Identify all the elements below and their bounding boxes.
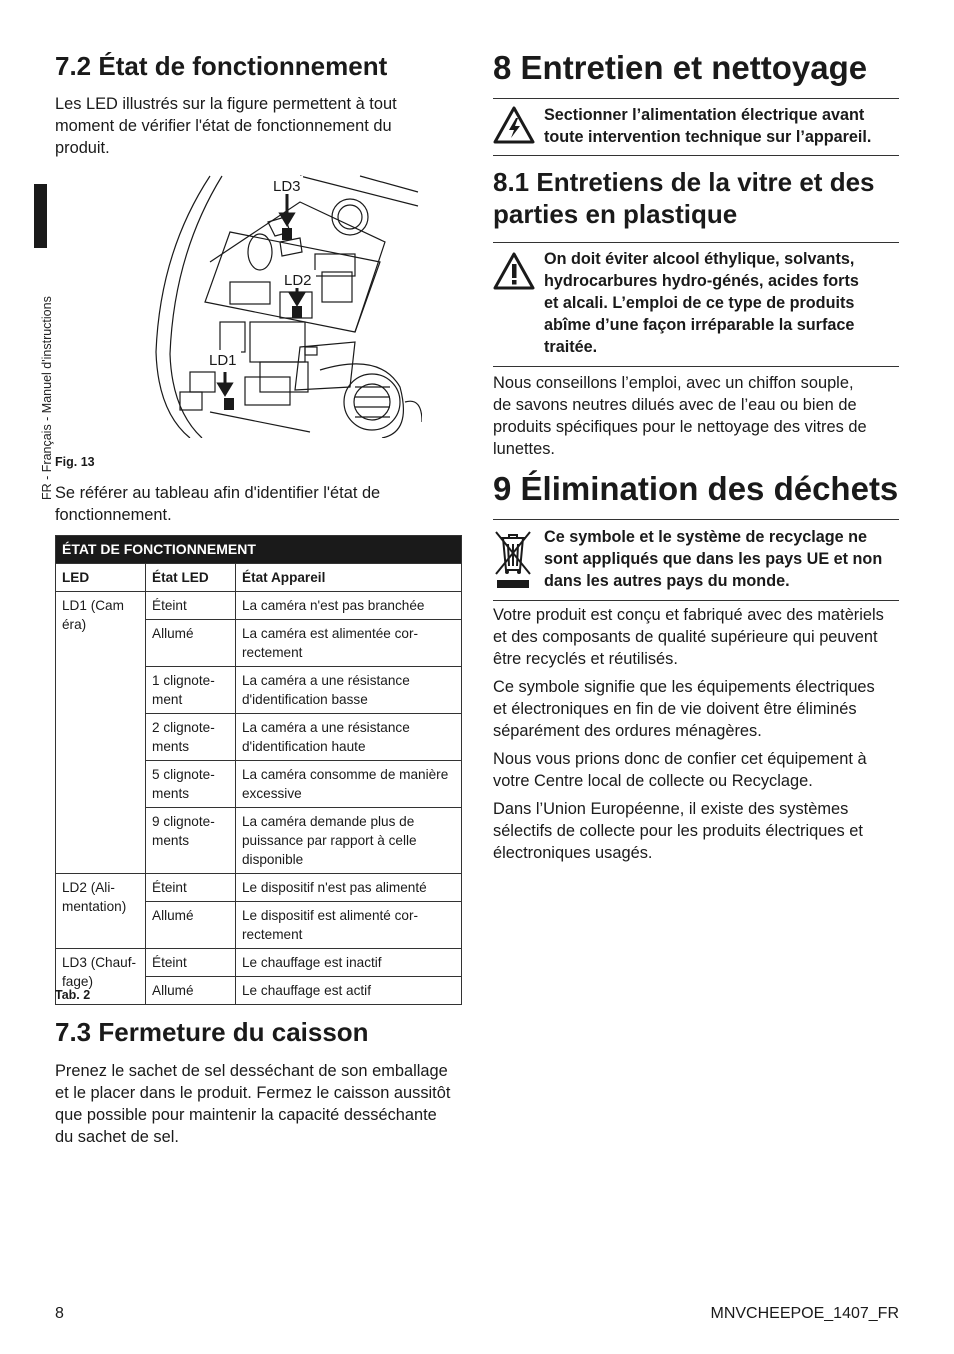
led-cell: LD2 (Ali- mentation) xyxy=(56,874,146,949)
divider xyxy=(493,519,899,520)
device-state-cell: Le chauffage est actif xyxy=(236,977,462,1005)
divider xyxy=(493,155,899,156)
refer-text: Se référer au tableau afin d'identifier l'état de fonctionnement. xyxy=(55,484,381,524)
table-header-row xyxy=(56,564,462,592)
figure-label-ld1: LD1 xyxy=(209,352,237,369)
led-status-table xyxy=(55,535,462,1005)
device-state-cell: Le dispositif n'est pas alimenté xyxy=(236,874,462,902)
led-state-cell: 2 clignote- ments xyxy=(146,714,236,761)
led-state-cell: Éteint xyxy=(146,874,236,902)
led-state-cell: Allumé xyxy=(146,620,236,667)
section-9-notice: Ce symbole et le système de recyclage ne sont appliqués que dans les pays UE et non dans les autres pays du monde. xyxy=(544,528,883,590)
section-8-title: 8 Entretien et nettoyage xyxy=(493,49,868,86)
table-row xyxy=(56,592,462,620)
sidebar-label: FR - Français - Manuel d'instructions xyxy=(40,296,54,500)
led-cell: LD1 (Cam éra) xyxy=(56,592,146,874)
electric-hazard-icon xyxy=(493,106,535,144)
divider xyxy=(493,242,899,243)
figure-label-ld3: LD3 xyxy=(273,178,301,195)
led-state-cell: Éteint xyxy=(146,592,236,620)
ld1-arrow-icon xyxy=(219,372,231,394)
section-7-2-intro: Les LED illustrés sur la figure permettent à tout moment de vérifier l'état de fonctionnement du produit. xyxy=(55,95,397,157)
section-8-1-body: Nous conseillons l’emploi, avec un chiffon souple, de savons neutres dilués avec de l’eau ou bien de produits spécifiques pour le nettoyage des vitres de lunettes. xyxy=(493,374,867,458)
warning-icon xyxy=(493,252,535,290)
ld3-arrow-icon xyxy=(281,194,293,224)
device-state-cell: La caméra a une résistance d'identification basse xyxy=(236,667,462,714)
device-state-cell: La caméra n'est pas branchée xyxy=(236,592,462,620)
device-state-cell: La caméra est alimentée cor- rectement xyxy=(236,620,462,667)
circuit-board-figure xyxy=(150,172,422,438)
table-row xyxy=(56,949,462,977)
figure-label-ld2: LD2 xyxy=(284,272,312,289)
column-header: LED xyxy=(56,564,146,592)
led-state-cell: 9 clignote- ments xyxy=(146,808,236,874)
section-8-1-title: 8.1 Entretiens de la vitre et des parties en plastique xyxy=(493,167,875,229)
device-state-cell: La caméra demande plus de puissance par rapport à celle disponible xyxy=(236,808,462,874)
divider xyxy=(493,600,899,601)
page-number: 8 xyxy=(55,1305,64,1322)
section-7-2-title: 7.2 État de fonctionnement xyxy=(55,51,388,81)
section-9-title: 9 Élimination des déchets xyxy=(493,470,899,507)
table-title: ÉTAT DE FONCTIONNEMENT xyxy=(56,536,462,564)
device-state-cell: La caméra a une résistance d'identification haute xyxy=(236,714,462,761)
led-state-cell: Allumé xyxy=(146,902,236,949)
led-state-cell: 1 clignote- ment xyxy=(146,667,236,714)
section-8-1-warning: On doit éviter alcool éthylique, solvants, hydrocarbures hydro-génés, acides forts et alcali. L’emploi de ce type de produits abîme d’une façon irréparable la surface traitée. xyxy=(544,250,859,356)
weee-bin-icon xyxy=(493,528,533,590)
document-code: MNVCHEEPOE_1407_FR xyxy=(710,1305,899,1322)
led-state-cell: Allumé xyxy=(146,977,236,1005)
section-7-3-title: 7.3 Fermeture du caisson xyxy=(55,1017,369,1047)
column-header: État Appareil xyxy=(236,564,462,592)
table-row xyxy=(56,874,462,902)
device-state-cell: Le dispositif est alimenté cor- rectement xyxy=(236,902,462,949)
device-state-cell: Le chauffage est inactif xyxy=(236,949,462,977)
table-caption: Tab. 2 xyxy=(55,988,91,1002)
column-header: État LED xyxy=(146,564,236,592)
divider xyxy=(493,366,899,367)
figure-caption: Fig. 13 xyxy=(55,455,95,469)
divider xyxy=(493,98,899,99)
led-cell: LD3 (Chauf- fage) xyxy=(56,949,146,1005)
section-marker-bar xyxy=(34,184,47,248)
device-state-cell: La caméra consomme de manière excessive xyxy=(236,761,462,808)
led-state-cell: Éteint xyxy=(146,949,236,977)
led-state-cell: 5 clignote- ments xyxy=(146,761,236,808)
section-7-3-body: Prenez le sachet de sel desséchant de son emballage et le placer dans le produit. Fermez le caisson aussitôt que possible pour maintenir la capacité desséchante du sachet de sel. xyxy=(55,1062,451,1146)
section-8-warning: Sectionner l’alimentation électrique avant toute intervention technique sur l’appareil. xyxy=(544,106,872,146)
section-9-body: Votre produit est conçu et fabriqué avec des matèriels et des composants de qualité supérieure qui peuvent être recyclés et réutilisés. Ce symbole signifie que les équipements électriques et électroniques en fin de vie doivent être éliminés séparément des ordures ménagères. Nous vous prions donc de confier cet équipement à votre Centre local de collecte ou Recyclage. Dans l’Union Européenne, il existe des systèmes sélectifs de collecte pour les produits électriques et électroniques usagés. xyxy=(493,606,884,862)
